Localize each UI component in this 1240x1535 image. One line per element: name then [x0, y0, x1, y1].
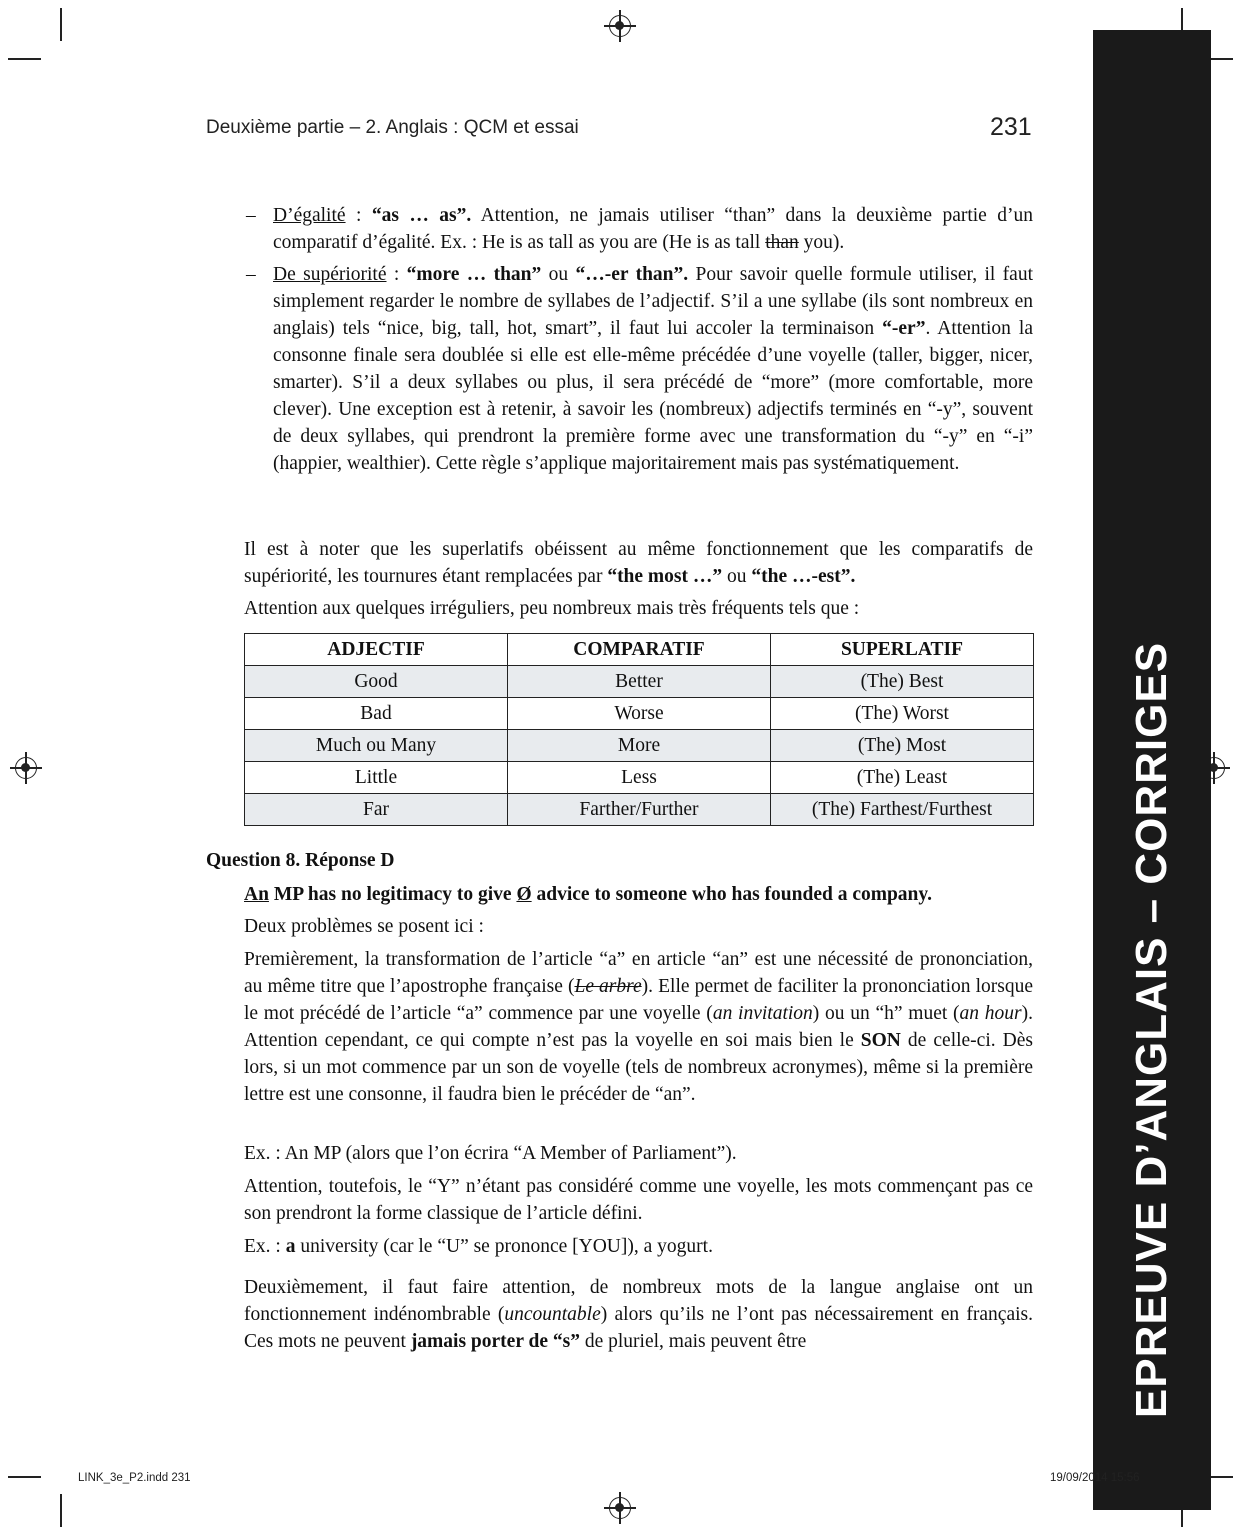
paragraph-text: Premièrement, la transformation de l’article “a” en article “an” est une nécessité de prononciation, au même titre que l’apostrophe française ( [244, 949, 1033, 997]
crop-mark [8, 58, 41, 60]
bullet-suffix: “-er” [882, 318, 926, 339]
irregular-adjectives-table [244, 633, 1034, 826]
table-row [245, 762, 1034, 794]
bullet-text: you). [798, 232, 845, 253]
table-cell: Farther/Further [508, 794, 771, 826]
italic-term: uncountable [504, 1304, 601, 1325]
question-sentence [244, 881, 1044, 908]
table-header-row [245, 634, 1034, 666]
bullet-dash: – [246, 264, 256, 285]
table-cell: Bad [245, 698, 508, 730]
paragraph-text: Il est à noter que les superlatifs obéissent au même fonctionnement que les comparatifs de supériorité, les tournures étant remplacées par [244, 539, 1033, 587]
italic-example: an hour [959, 1003, 1022, 1024]
paragraph-text: Deuxièmement, il faut faire attention, de nombreux mots de la langue anglaise ont un fonctionnement indénombrable ( [244, 1277, 1033, 1325]
example-mp: Ex. : An MP (alors que l’on écrira “A Member of Parliament”). [244, 1143, 737, 1164]
table-cell: Less [508, 762, 771, 794]
italic-example: an invitation [712, 1003, 813, 1024]
paragraph-first-problem [244, 946, 1033, 1108]
bullet-dash: – [246, 205, 256, 226]
table-cell: (The) Farthest/Furthest [771, 794, 1034, 826]
table-cell: Much ou Many [245, 730, 508, 762]
paragraph-text: ou [722, 566, 752, 587]
bullet-superiority [273, 261, 1033, 477]
bullet-formula: “…-er than”. [575, 264, 689, 285]
column-header: COMPARATIF [508, 634, 771, 666]
bullet-sep: : [386, 264, 407, 285]
table-row [245, 730, 1034, 762]
table-row [245, 666, 1034, 698]
paragraph-text: de celle-ci. Dès lors, si un mot commence par un son de voyelle (tels de nombreux acronymes), même si la première lettre est une consonne, il faudra bien le précéder de “an”. [244, 1030, 1033, 1105]
table-cell: (The) Least [771, 762, 1034, 794]
paragraph-text: Ex. : [244, 1236, 286, 1257]
example-university [244, 1233, 1033, 1260]
crop-mark [60, 8, 62, 41]
table-cell: Worse [508, 698, 771, 730]
bullet-formula: “more … than” [406, 264, 542, 285]
bold-word: a [285, 1236, 296, 1257]
irregulars-intro: Attention aux quelques irréguliers, peu nombreux mais très fréquents tels que : [244, 598, 860, 619]
file-slug: LINK_3e_P2.indd 231 [78, 1472, 191, 1484]
struck-example: Le arbre [574, 976, 642, 997]
bold-formula: “the most …” [607, 566, 723, 587]
registration-mark-icon [609, 1497, 631, 1519]
paragraph-text: university (car le “U” se prononce [YOU]), a yogurt. [295, 1236, 713, 1257]
table-cell: (The) Worst [771, 698, 1034, 730]
paragraph-text: ). Elle permet de faciliter la prononciation lorsque le mot précédé de l’article “a” commence par une voyelle ( [244, 976, 1034, 1024]
table-row [245, 794, 1034, 826]
registration-mark-icon [609, 15, 631, 37]
sentence-text: advice to someone who has founded a company. [531, 884, 932, 905]
paragraph-text: ). Attention cependant, ce qui compte n’est pas la voyelle en soi mais bien le [244, 1003, 1033, 1051]
column-header: SUPERLATIF [771, 634, 1034, 666]
bullet-text: Attention, ne jamais utiliser “than” dans la deuxième partie d’un comparatif d’égalité. Ex. : He is as tall as you are (He is as tall [273, 205, 1033, 253]
crop-mark [8, 1476, 41, 1478]
bullet-sep: : [345, 205, 372, 226]
table-cell: More [508, 730, 771, 762]
bold-phrase: jamais porter de “s” [410, 1331, 580, 1352]
table-cell: Good [245, 666, 508, 698]
side-tab-label: EPREUVE D’ANGLAIS – CORRIGES [1127, 641, 1176, 1419]
table-cell: Little [245, 762, 508, 794]
paragraph-text: de pluriel, mais peuvent être [579, 1331, 807, 1352]
paragraph-second-problem [244, 1274, 1033, 1355]
article-an: An [244, 884, 269, 905]
superlatives-paragraph [244, 536, 1033, 590]
sentence-text: MP has no legitimacy to give [268, 884, 517, 905]
table-cell: (The) Most [771, 730, 1034, 762]
paragraph-text: ) ou un “h” muet ( [812, 1003, 960, 1024]
table-cell: Far [245, 794, 508, 826]
paragraph-y-exception: Attention, toutefois, le “Y” n’étant pas considéré comme une voyelle, les mots commençant pas ce son prendront la forme classique de l’article défini. [244, 1176, 1033, 1224]
bold-formula: “the …-est”. [751, 566, 856, 587]
bullet-equality [273, 202, 1033, 256]
page-number: 231 [990, 113, 1032, 141]
crop-mark [60, 1494, 62, 1527]
bullet-text: Pour savoir quelle formule utiliser, il faut simplement regarder le nombre de syllabes de l’adjectif. S’il a une syllabe (ils sont nombreux en anglais) tels “nice, big, tall, hot, smart”, il faut lui accoler la terminaison [273, 264, 1033, 339]
registration-mark-icon [15, 757, 37, 779]
column-header: ADJECTIF [245, 634, 508, 666]
empty-article-mark: Ø [516, 884, 532, 905]
struck-word: than [765, 232, 799, 253]
table-cell: (The) Best [771, 666, 1034, 698]
bullet-text: ou [541, 264, 576, 285]
table-row [245, 698, 1034, 730]
bullet-text: . Attention la consonne finale sera doublée si elle est elle-même précédée d’une voyelle (taller, bigger, nicer, smarter). S’il a deux syllabes ou plus, il sera précédé de “more” (more comfortable, more clever). Une exception est à retenir, à savoir les (nombreux) adjectifs terminés en “-y”, souvent de deux syllabes, qui prendront la première forme avec une transformation du “-y” en “-i” (happier, wealthier). Cette règle s’applique majoritairement mais pas systématiquement. [273, 318, 1033, 474]
bullet-term: De supériorité [273, 264, 387, 285]
bullet-term: D’égalité [273, 205, 346, 226]
table-cell: Better [508, 666, 771, 698]
bold-word: SON [860, 1030, 901, 1051]
running-head: Deuxième partie – 2. Anglais : QCM et essai [206, 117, 579, 138]
bullet-formula: “as … as”. [371, 205, 472, 226]
question-intro: Deux problèmes se posent ici : [244, 916, 484, 937]
question-heading: Question 8. Réponse D [206, 850, 395, 871]
date-slug: 19/09/2014 15:56 [1050, 1472, 1140, 1484]
paragraph-text: ) alors qu’ils ne l’ont pas nécessairement en français. Ces mots ne peuvent [244, 1304, 1033, 1352]
